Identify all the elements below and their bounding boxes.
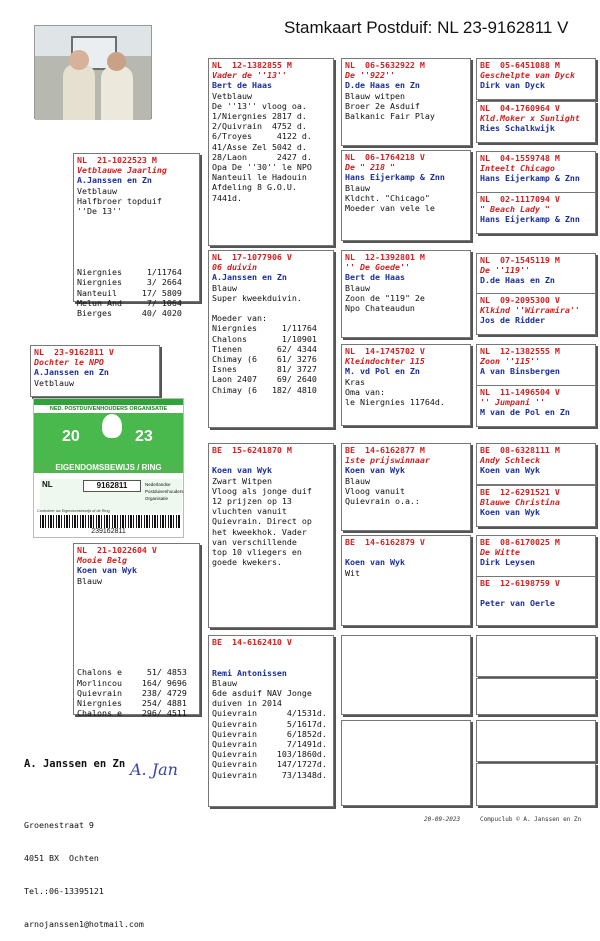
- ring-number: NL 14-1745702 V: [345, 346, 425, 356]
- pigeon-line: Niergnies 1/11764: [77, 267, 182, 278]
- pigeon-line: [77, 226, 196, 236]
- owner-name: Hans Eijerkamp & Znn: [480, 214, 580, 225]
- pigeon-line: [77, 616, 196, 626]
- pigeon-line: Broer 2e Asduif: [345, 100, 420, 111]
- pigeon-line: 2/Quivrain 4752 d.: [212, 121, 307, 132]
- owner-name: Koen van Wyk: [212, 465, 272, 476]
- pigeon-line: Bierges 40/ 4020: [77, 307, 182, 318]
- pigeon-name: Mooie Belg: [77, 555, 127, 566]
- ring-number: BE 08-6170025 M: [480, 537, 560, 547]
- pigeon-line: [77, 637, 196, 647]
- pigeon-line: Chalons e 296/ 4511: [77, 708, 187, 719]
- pigeon-line: Blauw: [345, 182, 370, 193]
- pigeon-line: Quievrain 147/1727d.: [212, 759, 327, 770]
- ancestor-card: [476, 485, 596, 527]
- pigeon-line: [77, 216, 196, 226]
- ring-number: NL 11-1496504 V: [480, 387, 560, 397]
- pigeon-name: De " 218 ": [345, 162, 395, 173]
- ring-number: NL 07-1545119 M: [480, 255, 560, 265]
- ring-number: BE 15-6241870 M: [212, 445, 292, 455]
- grandfather-paternal-card: [208, 58, 334, 246]
- ring-number: BE 14-6162879 V: [345, 537, 425, 547]
- pigeon-line: [77, 657, 196, 667]
- pigeon-line: Zwart Witpen: [212, 475, 272, 486]
- pigeon-line: Oma van:: [345, 386, 385, 397]
- pigeon-line: Nanteuil 17/ 5809: [77, 287, 182, 298]
- ring-number: NL 06-5632922 M: [345, 60, 425, 70]
- pigeon-name: Andy Schleck: [480, 455, 540, 466]
- pigeon-line: top 10 vliegers en: [212, 547, 302, 558]
- ring-number: NL 04-1760964 V: [480, 103, 560, 113]
- pigeon-line: 41/Asse Zel 5042 d.: [212, 141, 307, 152]
- ancestor-card: [476, 535, 596, 577]
- pigeon-line: Blauw: [212, 677, 237, 688]
- pigeon-line: Isnes 81/ 3727: [212, 364, 317, 375]
- pigeon-line: Halfbroer topduif: [77, 195, 162, 206]
- barcode-number: 239162811: [91, 528, 126, 535]
- pigeon-card: [30, 345, 160, 397]
- owner-name: A.Janssen en Zn: [34, 367, 109, 378]
- org-side-labels: Nederlandse Postduivenhouders Organisatie: [145, 482, 184, 501]
- ring-number: NL 23-9162811 V: [34, 347, 114, 357]
- pigeon-line: [77, 237, 196, 247]
- pigeon-line: Tienen 62/ 4344: [212, 343, 317, 354]
- empty-card: [476, 720, 596, 762]
- breeder-phone: Tel.:06-13395121: [24, 886, 104, 896]
- grandmother-paternal-card: [208, 250, 334, 428]
- pigeon-line: ''De 13'': [77, 206, 122, 217]
- ring-number: BE 14-6162877 M: [345, 445, 425, 455]
- owner-name: Bert de Haas: [345, 272, 405, 283]
- pigeon-line: Nanteuil le Hadouin: [212, 172, 307, 183]
- owner-name: A.Janssen en Zn: [77, 175, 152, 186]
- pigeon-line: [77, 647, 196, 657]
- owner-name: M. vd Pol en Zn: [345, 366, 420, 377]
- breeder-email: arnojanssen1@hotmail.com: [24, 919, 144, 929]
- great-grandparent-card: [341, 535, 471, 626]
- pigeon-line: Super kweekduivin.: [212, 292, 302, 303]
- pigeon-line: [212, 303, 330, 313]
- pigeon-line: van verschillende: [212, 536, 297, 547]
- barcode-icon: [40, 515, 180, 528]
- pigeon-line: het kweekhok. Vader: [212, 526, 307, 537]
- pigeon-line: Vetblauw: [77, 185, 117, 196]
- pigeon-line: 12 prijzen op 13: [212, 496, 292, 506]
- pigeon-line: [77, 586, 196, 596]
- ancestor-card: [476, 58, 596, 100]
- owner-name: D.de Haas en Zn: [480, 275, 555, 286]
- ring-number: BE 08-6328111 M: [480, 445, 560, 455]
- owner-name: Koen van Wyk: [345, 465, 405, 476]
- pigeon-line: Quievrain 7/1491d.: [212, 739, 327, 749]
- ancestor-card: [476, 101, 596, 143]
- pigeon-line: Chimay (6 61/ 3276: [212, 354, 317, 365]
- pigeon-line: Chimay (6 182/ 4810: [212, 384, 317, 395]
- pigeon-line: Niergnies 254/ 4881: [77, 697, 187, 708]
- pigeon-name: Kleindochter 115: [345, 356, 425, 367]
- ownership-certificate-logo: [33, 398, 184, 538]
- signature: A. Jan: [130, 760, 178, 779]
- ancestor-card: [476, 192, 596, 234]
- great-grandparent-card: [341, 150, 471, 241]
- ring-number: NL 02-1117094 V: [480, 194, 560, 204]
- pigeon-line: Quievrain 238/ 4729: [77, 687, 187, 698]
- breeder-city: 4051 BX Ochten: [24, 853, 99, 863]
- ancestor-card: [476, 385, 596, 427]
- page-title: Stamkaart Postduif: NL 23-9162811 V: [284, 18, 569, 37]
- pigeon-emblem-icon: [102, 414, 122, 438]
- ancestor-card: [476, 151, 596, 193]
- ring-number: NL 04-1559748 M: [480, 153, 560, 163]
- owner-name: D.de Haas en Zn: [345, 80, 420, 91]
- pigeon-line: Morlincou 164/ 9696: [77, 677, 187, 688]
- pigeon-line: Quievrain o.a.:: [345, 496, 420, 507]
- pigeon-line: Kras: [345, 376, 365, 387]
- pigeon-line: duiven in 2014: [212, 698, 282, 709]
- owner-name: Koen van Wyk: [345, 557, 405, 568]
- owner-name: Koen van Wyk: [480, 465, 540, 476]
- owner-name: Jos de Ridder: [480, 315, 545, 326]
- pigeon-line: Chalons 1/10901: [212, 333, 317, 344]
- pigeon-name: Vader de ''13'': [212, 70, 287, 81]
- empty-card: [341, 635, 471, 715]
- owner-name: Bert de Haas: [212, 80, 272, 91]
- pigeon-name: De Witte: [480, 547, 520, 558]
- ring-number: BE 12-6291521 V: [480, 487, 560, 497]
- empty-card: [476, 763, 596, 806]
- pigeon-line: Vetblauw: [212, 90, 252, 101]
- ring-number: NL 21-1022523 M: [77, 155, 157, 165]
- pigeon-line: [77, 596, 196, 606]
- ancestor-card: [476, 576, 596, 626]
- owner-name: Hans Eijerkamp & Znn: [345, 172, 445, 183]
- pigeon-line: Quievrain. Direct op: [212, 516, 312, 527]
- pigeon-line: Vloog vanuit: [345, 485, 405, 496]
- ring-number: NL 06-1764218 V: [345, 152, 425, 162]
- year-right: 23: [135, 428, 153, 445]
- pigeon-line: Wit: [345, 567, 360, 578]
- pigeon-line: Moeder van vele le: [345, 203, 435, 214]
- owner-name: Dirk van Dyck: [480, 80, 545, 91]
- pigeon-name: Zoon ''115'': [480, 356, 540, 367]
- pigeon-line: 6de asduif NAV Jonge: [212, 687, 312, 698]
- pigeon-name: Inteelt Chicago: [480, 163, 555, 174]
- pigeon-name: De ''922'': [345, 70, 395, 81]
- ring-number: BE 14-6162410 V: [212, 637, 292, 647]
- pigeon-line: [77, 247, 196, 257]
- pigeon-line: 1/Niergnies 2817 d.: [212, 111, 307, 122]
- pigeon-line: vluchten vanuit: [212, 506, 287, 517]
- owner-name: Hans Eijerkamp & Znn: [480, 173, 580, 184]
- pigeon-line: Npo Chateaudun: [345, 303, 415, 314]
- ring-number: BE 05-6451088 M: [480, 60, 560, 70]
- pigeon-name: Klkind ''Wirramira'': [480, 305, 580, 316]
- pigeon-name: '' Jumpani '': [480, 397, 545, 408]
- print-date: 20-09-2023: [424, 816, 461, 823]
- copyright: Compuclub © A. Janssen en Zn: [480, 816, 582, 823]
- ancestor-card: [476, 253, 596, 295]
- pigeon-line: Quievrain 5/1617d.: [212, 718, 327, 729]
- ring-number: NL 12-1392801 M: [345, 252, 425, 262]
- pigeon-line: Laon 2407 69/ 2640: [212, 374, 317, 385]
- ring-number-field: 9162811: [83, 480, 141, 492]
- pigeon-line: Quievrain 4/1531d.: [212, 708, 327, 719]
- year-left: 20: [62, 428, 80, 445]
- owner-name: A van Binsbergen: [480, 366, 560, 377]
- pigeon-line: Chalons e 51/ 4853: [77, 667, 187, 678]
- pigeon-line: Blauw: [212, 282, 237, 293]
- pigeon-line: Moeder van:: [212, 313, 267, 324]
- empty-card: [341, 720, 471, 806]
- pigeon-line: 7441d.: [212, 192, 242, 203]
- pigeon-name: 06 duivin: [212, 262, 257, 273]
- pigeon-line: Balkanic Fair Play: [345, 111, 435, 122]
- pigeon-line: Blauw: [77, 575, 102, 586]
- certificate-band: EIGENDOMSBEWIJS / RING: [34, 463, 183, 473]
- ancestor-card: [476, 344, 596, 386]
- breeder-info: [24, 737, 144, 941]
- pigeon-line: Quievrain 73/1348d.: [212, 769, 327, 780]
- pigeon-name: 1ste prijswinnaar: [345, 455, 430, 466]
- father-card: [73, 153, 200, 318]
- owner-name: Dirk Leysen: [480, 557, 535, 568]
- certificate-caption: Controleer uw Eigendomsbewijs of de Ring: [37, 509, 110, 513]
- grandfather-maternal-card: [208, 443, 334, 628]
- pigeon-line: [77, 606, 196, 616]
- mother-card: [73, 543, 200, 719]
- pigeon-line: De ''13'' vloog oa.: [212, 100, 307, 111]
- pigeon-name: Geschelpte van Dyck: [480, 70, 575, 81]
- ancestor-card: [476, 443, 596, 485]
- empty-card: [476, 678, 596, 715]
- pigeon-line: Blauw witpen: [345, 90, 405, 101]
- pigeon-line: [77, 257, 196, 267]
- pigeon-name: Dochter le NPO: [34, 357, 104, 368]
- ancestor-card: [476, 293, 596, 335]
- owner-name: A.Janssen en Zn: [212, 272, 287, 283]
- ring-number: NL 09-2095300 V: [480, 295, 560, 305]
- pigeon-name: Kld.Moker x Sunlight: [480, 113, 580, 124]
- pigeon-line: Blauw: [345, 475, 370, 486]
- pigeon-line: Melun And 7/ 1064: [77, 297, 182, 308]
- owner-name: M van de Pol en Zn: [480, 407, 570, 418]
- great-grandparent-card: [341, 58, 471, 146]
- pigeon-line: Niergnies 1/11764: [212, 323, 317, 334]
- ring-number: NL 21-1022604 V: [77, 545, 157, 555]
- great-grandparent-card: [341, 443, 471, 531]
- ring-number: NL 17-1077906 V: [212, 252, 292, 262]
- pigeon-name: De ''119'': [480, 265, 530, 276]
- pigeon-line: Blauw: [345, 282, 370, 293]
- pigeon-line: le Niergnies 11764d.: [345, 397, 445, 408]
- pigeon-name: Blauwe Christina: [480, 497, 560, 508]
- ring-number: NL 12-1382555 M: [480, 346, 560, 356]
- pigeon-line: Quievrain 6/1852d.: [212, 728, 327, 739]
- owner-photo: [34, 25, 152, 119]
- pigeon-line: 28/Laon 2427 d.: [212, 151, 312, 162]
- grandmother-maternal-card: [208, 635, 334, 807]
- great-grandparent-card: [341, 344, 471, 426]
- ring-number: NL 12-1382855 M: [212, 60, 292, 70]
- pigeon-name: " Beach Lady ": [480, 204, 550, 215]
- pigeon-line: goede kwekers.: [212, 557, 282, 568]
- pigeon-line: Opa De ''30'' le NPO: [212, 162, 312, 173]
- pigeon-line: Zoon de "119" 2e: [345, 292, 425, 303]
- empty-card: [476, 635, 596, 677]
- owner-name: Koen van Wyk: [480, 507, 540, 518]
- ring-number: BE 12-6198759 V: [480, 578, 560, 588]
- pigeon-color: Vetblauw: [34, 377, 74, 388]
- pigeon-name: Vetblauwe Jaarling: [77, 165, 167, 176]
- pigeon-line: 6/Troyes 4122 d.: [212, 131, 312, 142]
- country-code: NL: [42, 480, 53, 489]
- great-grandparent-card: [341, 250, 471, 338]
- pigeon-line: Quievrain 103/1860d.: [212, 749, 327, 760]
- pigeon-line: Vloog als jonge duif: [212, 485, 312, 496]
- owner-name: Remi Antonissen: [212, 667, 287, 678]
- owner-name: Ries Schalkwijk: [480, 123, 555, 134]
- pigeon-line: Kldcht. "Chicago": [345, 192, 430, 203]
- owner-name: Peter van Oerle: [480, 598, 555, 609]
- breeder-name: A. Janssen en Zn: [24, 758, 126, 770]
- pigeon-line: Afdeling 8 G.O.U.: [212, 182, 297, 193]
- pigeon-line: Niergnies 3/ 2664: [77, 277, 182, 288]
- org-name: NED. POSTDUIVENHOUDERS ORGANISATIE: [34, 405, 183, 413]
- breeder-street: Groenestraat 9: [24, 820, 94, 830]
- pigeon-line: [77, 627, 196, 637]
- pigeon-name: '' De Goede'': [345, 262, 410, 273]
- owner-name: Koen van Wyk: [77, 565, 137, 576]
